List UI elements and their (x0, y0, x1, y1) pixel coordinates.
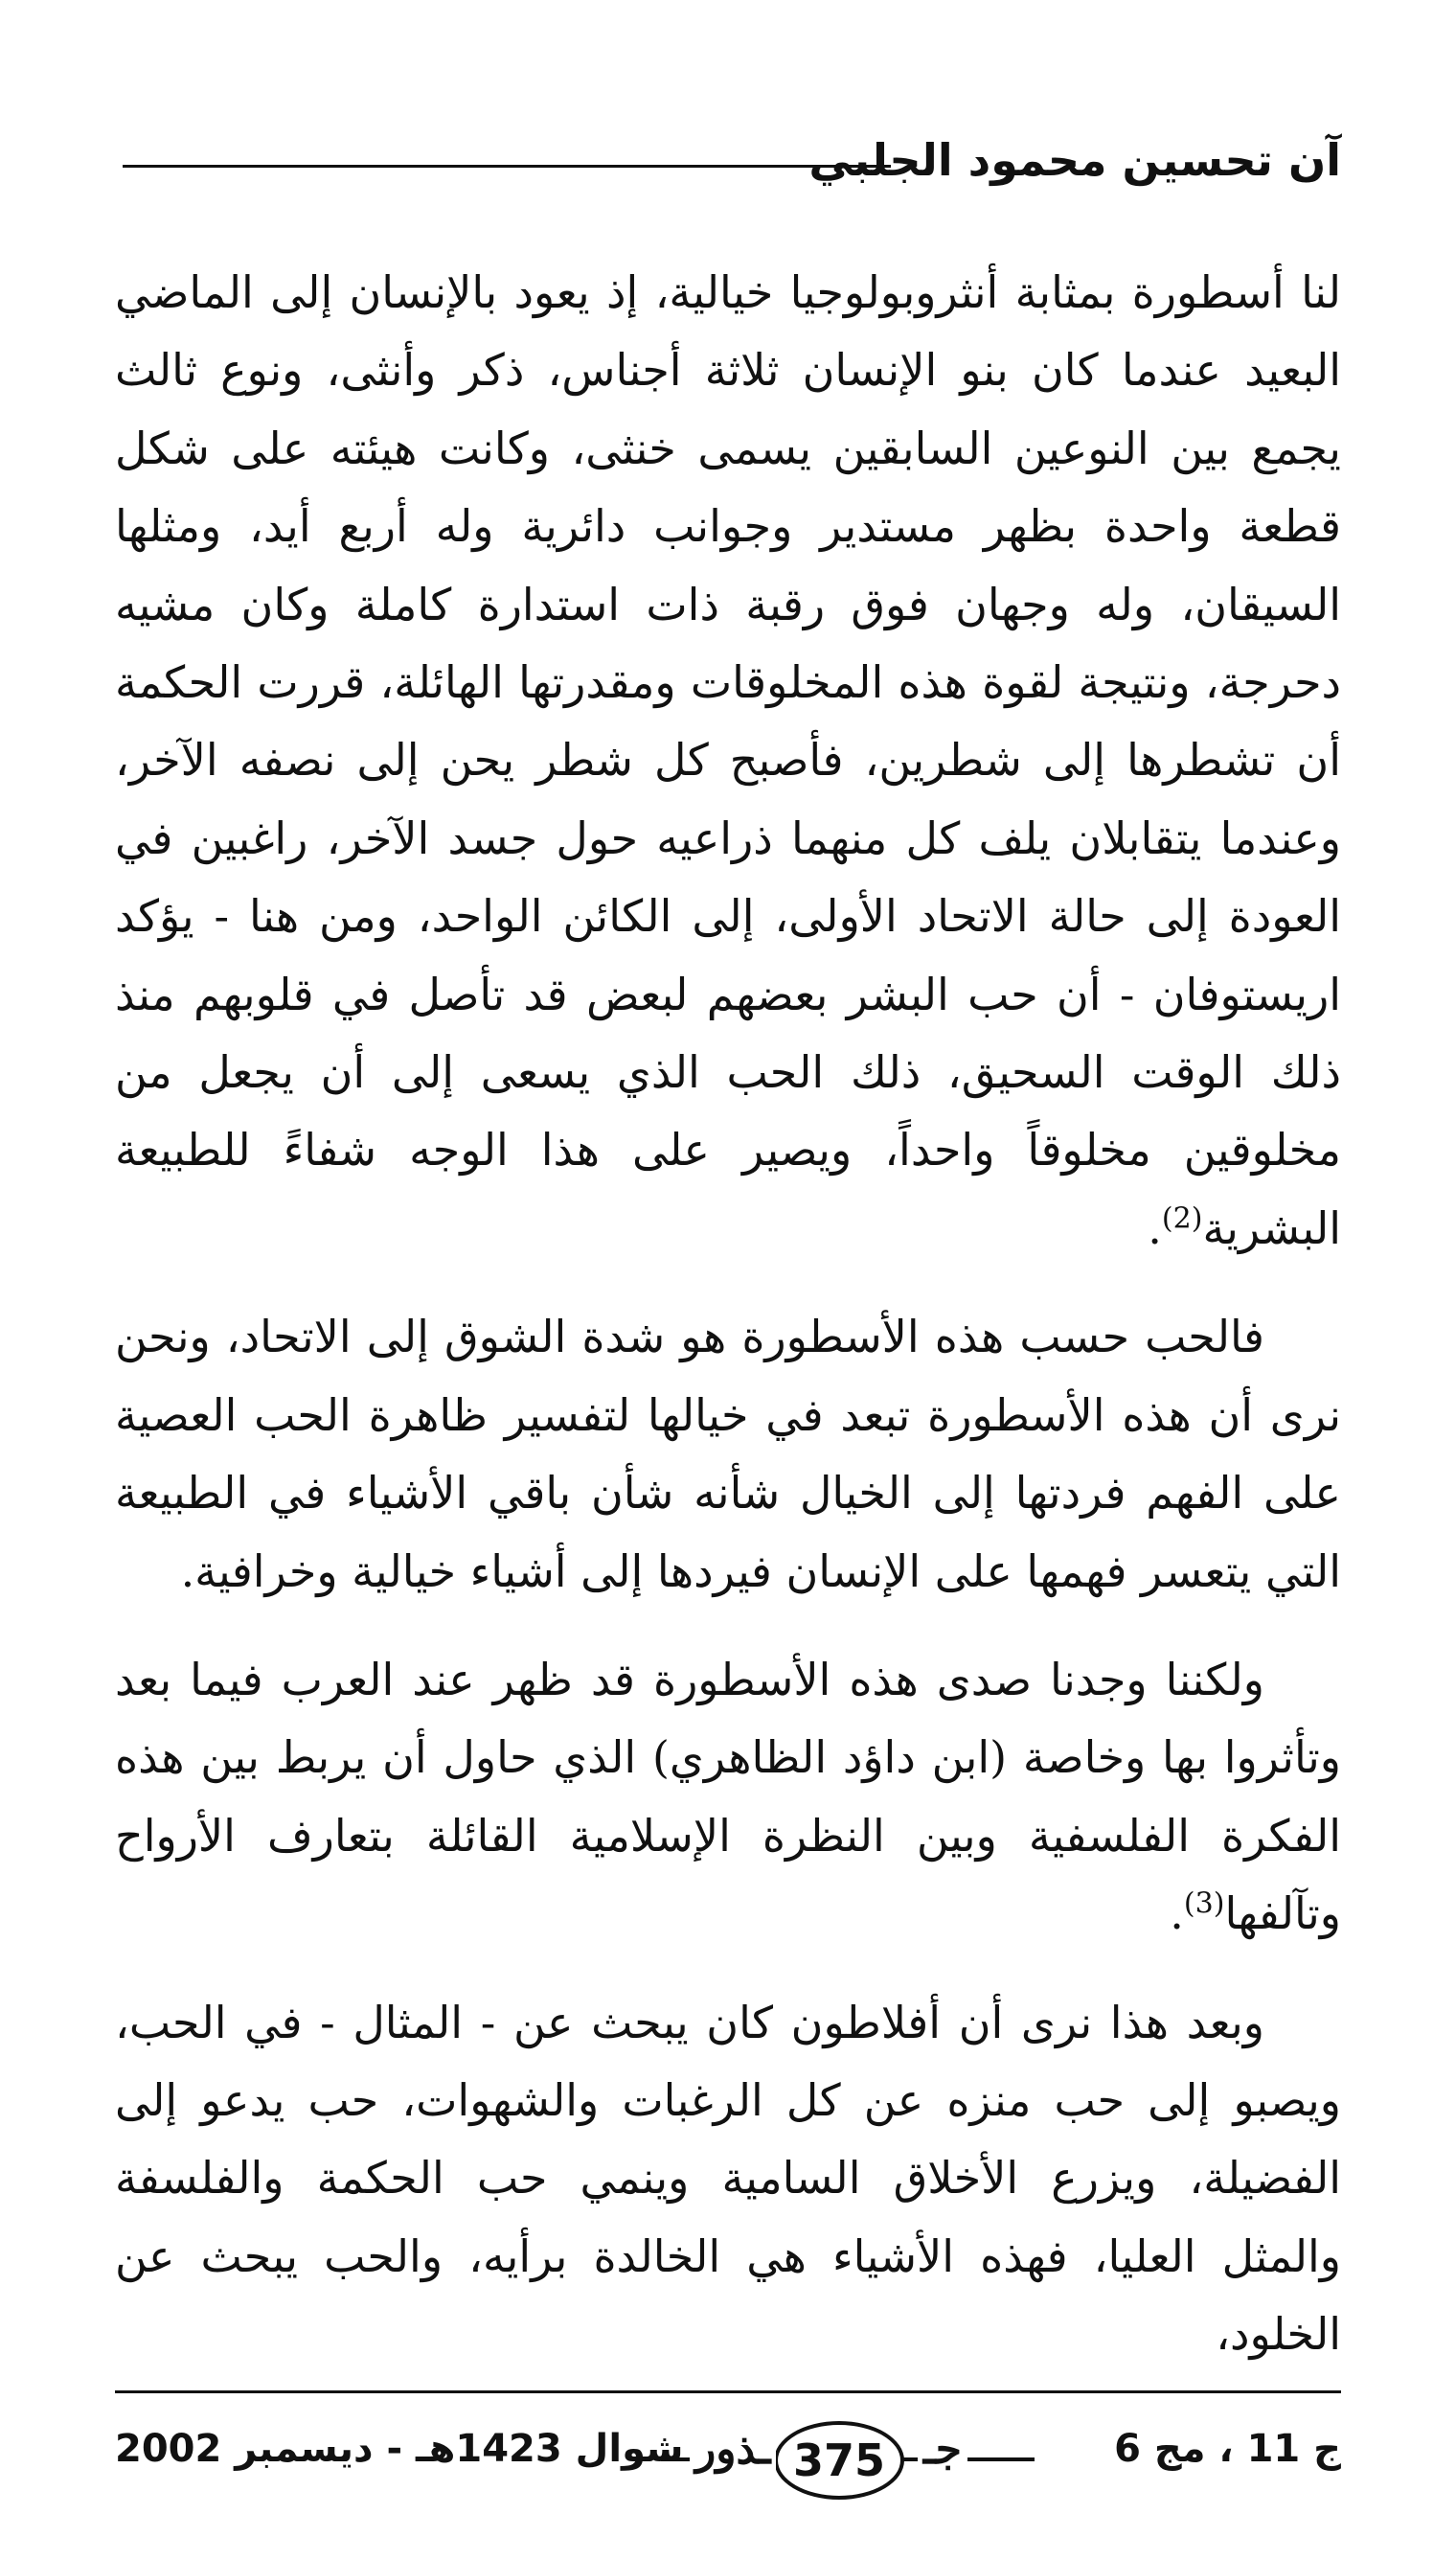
page-footer (115, 2400, 1341, 2505)
header-rule (123, 165, 891, 168)
paragraph-1-tail: . (1148, 1201, 1162, 1254)
author-name: آن تحسين محمود الجلبي (808, 134, 1341, 186)
issue-volume: ج 11 ، مج 6 (1114, 2427, 1341, 2471)
journal-logo (661, 2408, 1035, 2494)
issue-date: شوال 1423هـ - ديسمبر 2002 (115, 2427, 684, 2471)
footnote-ref-2: (2) (1161, 1201, 1203, 1236)
running-header (115, 115, 1341, 211)
paragraph-1-text: لنا أسطورة بمثابة أنثروبولوجيا خيالية، إذ يعود بالإنسان إلى الماضي البعيد عندما كان بنو الإنسان ثلاثة أجناس، ذكر وأنثى، ونوع ثالث يجمع بين النوعين السابقين يسمى خنثى، وكانت هيئته على شكل قطعة واحدة بظهر مستدير وجوانب دائرية وله أربع أيد، ومثلها السيقان، وله وجهان فوق رقبة ذات استدارة كاملة وكان مشيه دحرجة، ونتيجة لقوة هذه المخلوقات ومقدرتها الهائلة، قررت الحكمة أن تشطرها إلى شطرين، فأصبح كل شطر يحن إلى نصفه الآخر، وعندما يتقابلان يلف كل منهما ذراعيه حول جسد الآخر، راغبين في العودة إلى حالة الاتحاد الأولى، إلى الكائن الواحد، ومن هنا - يؤكد اريستوفان - أن حب البشر بعضهم لبعض قد تأصل في قلوبهم منذ ذلك الوقت السحيق، ذلك الحب الذي يسعى إلى أن يجعل من مخلوقين مخلوقاً واحداً، ويصير على هذا الوجه شفاءً للطبيعة البشرية (115, 266, 1341, 1254)
footnote-ref-3: (3) (1183, 1886, 1225, 1921)
article-body (115, 254, 1341, 2374)
paragraph-4: وبعد هذا نرى أن أفلاطون كان يبحث عن - المثال - في الحب، ويصبو إلى حب منزه عن كل الرغبات والشهوات، حب يدعو إلى الفضيلة، ويزرع الأخلاق السامية وينمي حب الحكمة والفلسفة والمثل العليا، فهذه الأشياء هي الخالدة برأيه، والحب يبحث عن الخلود، (115, 1996, 1341, 2361)
paragraph-3 (115, 1641, 1341, 1954)
page-number: 375 (774, 2421, 904, 2500)
footer-rule (115, 2390, 1341, 2393)
paragraph-3-tail: . (1170, 1887, 1184, 1940)
journal-name-end: ـذور (690, 2425, 776, 2474)
paragraph-2: فالحب حسب هذه الأسطورة هو شدة الشوق إلى الاتحاد، ونحن نرى أن هذه الأسطورة تبعد في خيالها لتفسير ظاهرة الحب العصية على الفهم فردتها إلى الخيال شأنه شأن باقي الأشياء في الطبيعة التي يتعسر فهمها على الإنسان فيردها إلى أشياء خيالية وخرافية. (115, 1311, 1341, 1597)
paragraph-1 (115, 254, 1341, 1268)
journal-name-start: جـ (918, 2425, 967, 2474)
paragraph-3-text: ولكننا وجدنا صدى هذه الأسطورة قد ظهر عند العرب فيما بعد وتأثروا بها وخاصة (ابن داؤد الظاهري) الذي حاول أن يربط بين هذه الفكرة الفلسفية وبين النظرة الإسلامية القائلة بتعارف الأرواح وتآلفها (115, 1653, 1341, 1940)
